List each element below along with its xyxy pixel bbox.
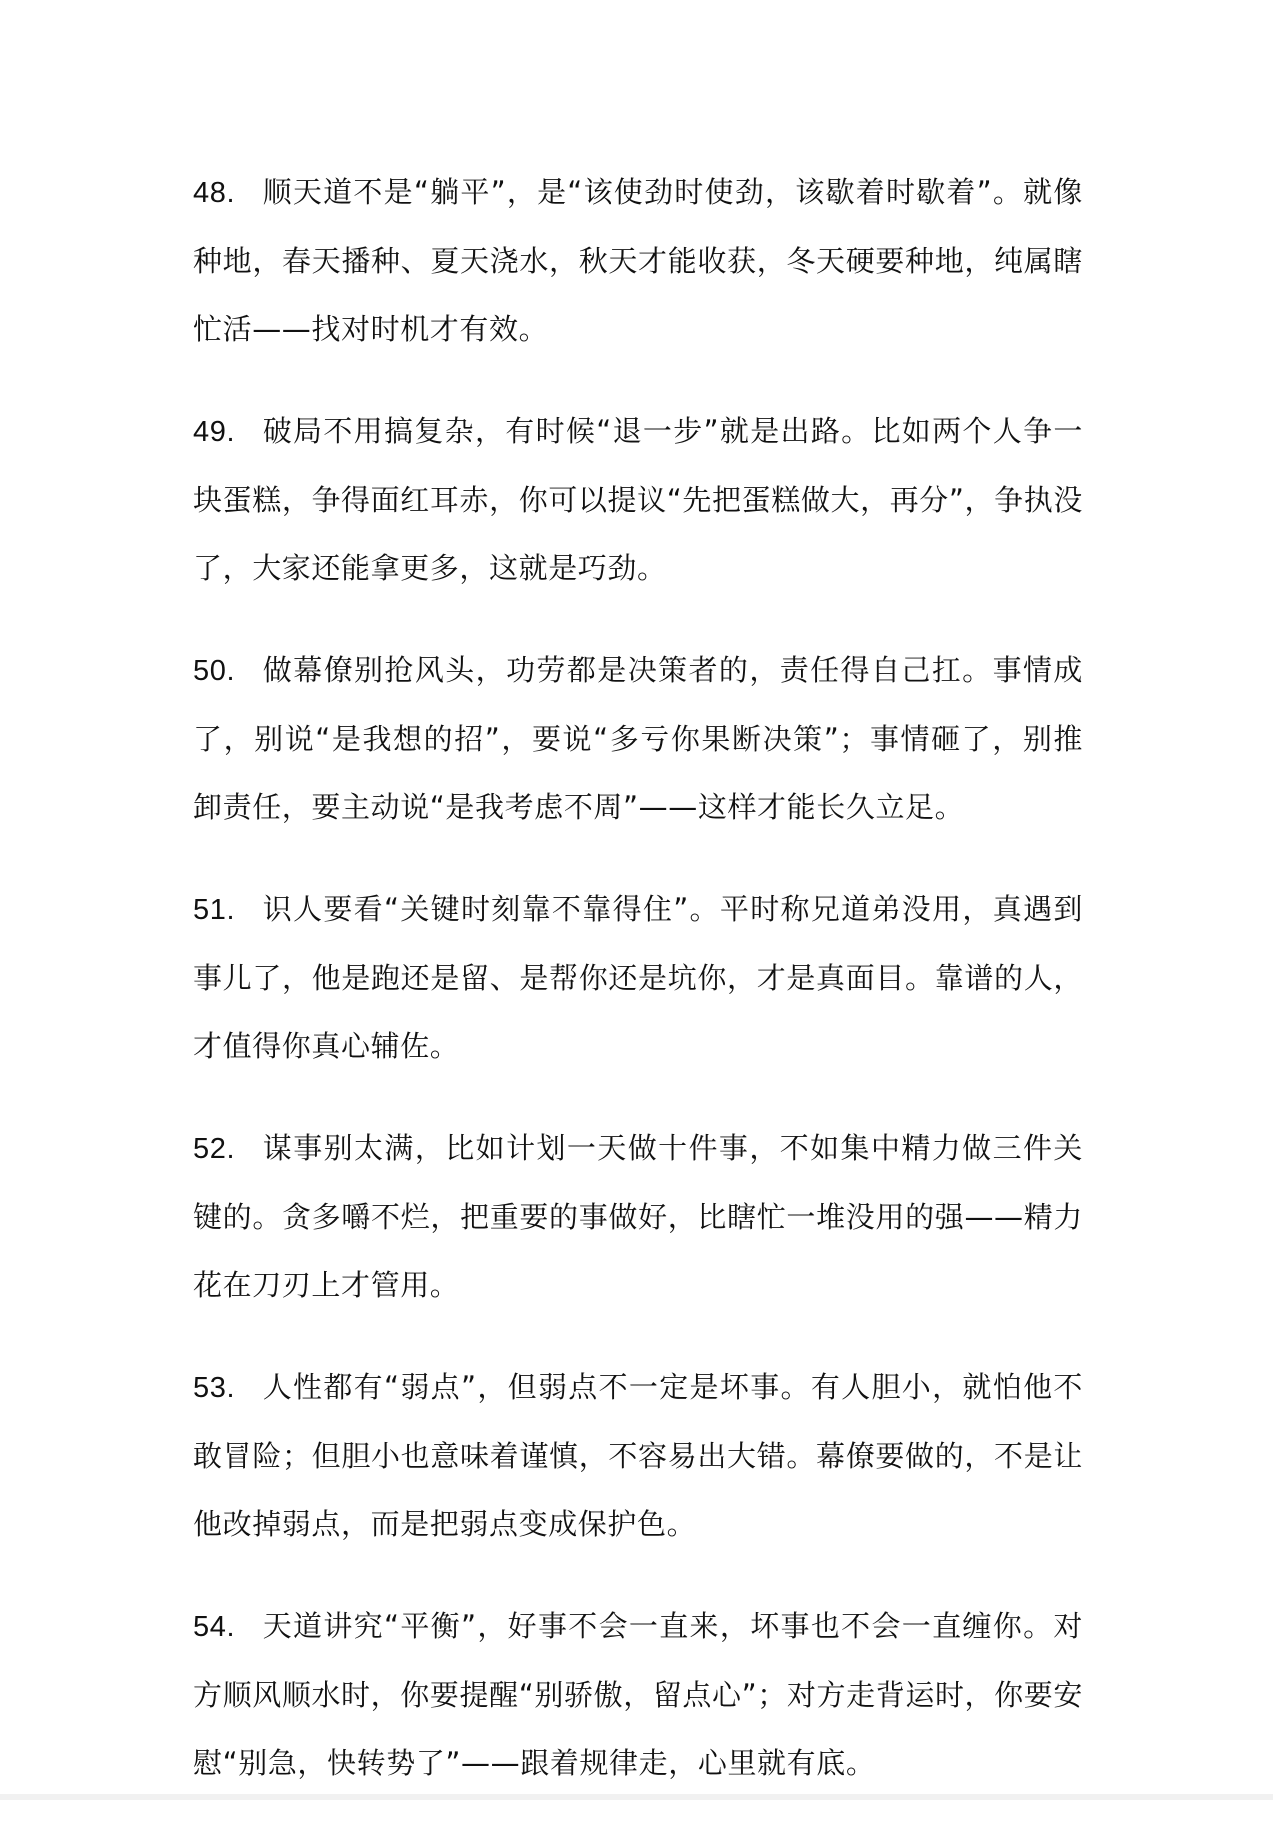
list-item-50	[193, 636, 1083, 841]
item-text: 天道讲究“平衡”，好事不会一直来，坏事也不会一直缠你。对方顺风顺水时，你要提醒“别骄傲，留点心”；对方走背运时，你要安慰“别急，快转势了”——跟着规律走，心里就有底。	[193, 1609, 1083, 1780]
item-number: 51.	[193, 894, 236, 926]
list-item-53	[193, 1353, 1083, 1558]
item-text: 谋事别太满，比如计划一天做十件事，不如集中精力做三件关键的。贪多嚼不烂，把重要的事做好，比瞎忙一堆没用的强——精力花在刀刃上才管用。	[193, 1131, 1083, 1302]
page-bottom-edge	[0, 1794, 1273, 1800]
list-item-49	[193, 397, 1083, 602]
list-item-54	[193, 1592, 1083, 1797]
numbered-list	[193, 158, 1083, 1831]
item-number: 48.	[193, 177, 236, 209]
item-text: 识人要看“关键时刻靠不靠得住”。平时称兄道弟没用，真遇到事儿了，他是跑还是留、是帮你还是坑你，才是真面目。靠谱的人，才值得你真心辅佐。	[193, 892, 1083, 1063]
item-number: 50.	[193, 655, 236, 687]
item-number: 52.	[193, 1133, 236, 1165]
item-number: 49.	[193, 416, 236, 448]
list-item-52	[193, 1114, 1083, 1319]
item-text: 做幕僚别抢风头，功劳都是决策者的，责任得自己扛。事情成了，别说“是我想的招”，要说“多亏你果断决策”；事情砸了，别推卸责任，要主动说“是我考虑不周”——这样才能长久立足。	[193, 653, 1083, 824]
item-number: 54.	[193, 1611, 236, 1643]
item-text: 人性都有“弱点”，但弱点不一定是坏事。有人胆小，就怕他不敢冒险；但胆小也意味着谨慎，不容易出大错。幕僚要做的，不是让他改掉弱点，而是把弱点变成保护色。	[193, 1370, 1083, 1541]
item-text: 破局不用搞复杂，有时候“退一步”就是出路。比如两个人争一块蛋糕，争得面红耳赤，你可以提议“先把蛋糕做大，再分”，争执没了，大家还能拿更多，这就是巧劲。	[193, 414, 1083, 585]
list-item-48	[193, 158, 1083, 363]
item-text: 顺天道不是“躺平”，是“该使劲时使劲，该歇着时歇着”。就像种地，春天播种、夏天浇水，秋天才能收获，冬天硬要种地，纯属瞎忙活——找对时机才有效。	[193, 175, 1083, 346]
item-number: 53.	[193, 1372, 236, 1404]
list-item-51	[193, 875, 1083, 1080]
